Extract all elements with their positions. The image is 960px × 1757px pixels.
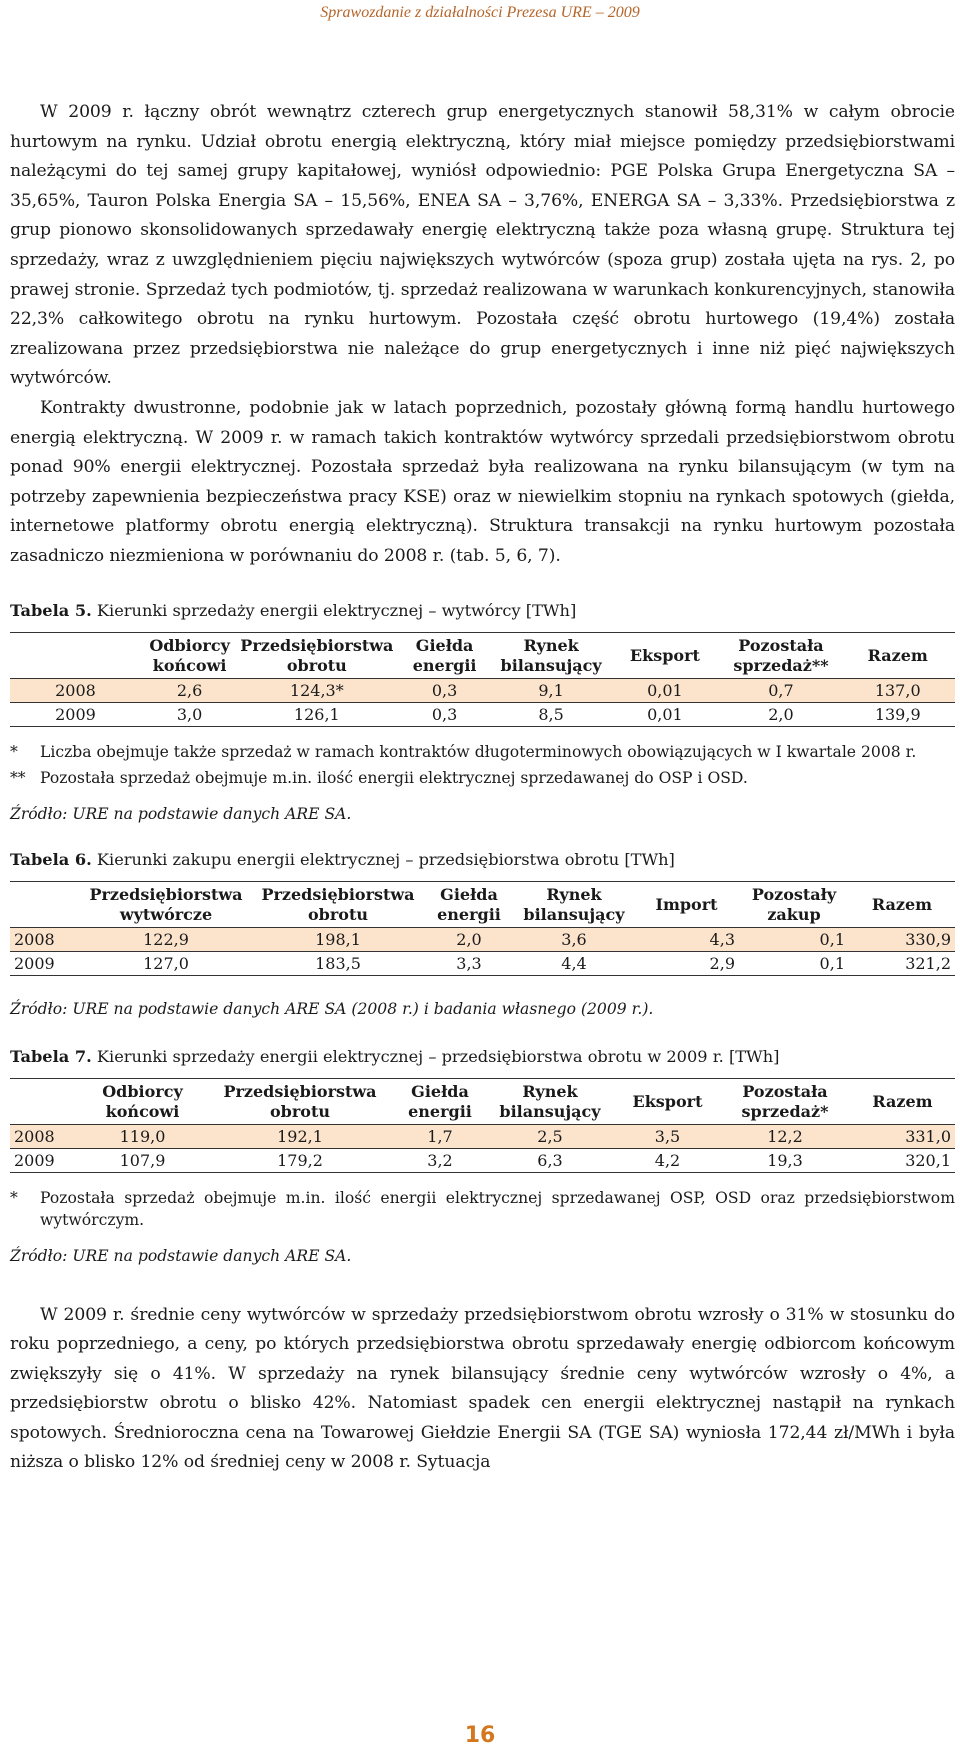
table5 bbox=[10, 632, 955, 727]
table7-header-cell bbox=[10, 1078, 80, 1124]
table-cell: 2008 bbox=[10, 927, 80, 951]
table-cell: 0,3 bbox=[431, 704, 458, 724]
intro-paragraph-1: W 2009 r. łączny obrót wewnątrz czterech grup energetycznych stanowił 58,31% w całym obrocie hurtowym na rynku. Udział obrotu energią elektryczną, który miał miejsce pomiędzy przedsiębiorstwami należącymi do tej samej grupy kapitałowej, wyniósł odpowiednio: PGE Polska Grupa Energetyczna SA – 35,65%, Tauron Polska Energia SA – 15,56%, ENEA SA – 3,76%, ENERGA SA – 3,33%. Przedsiębiorstwa z grup pionowo skonsolidowanych sprzedawały energię elektryczną także poza własną grupę. Struktura tej sprzedaży, wraz z uwzględnieniem pięciu największych wytwórców (spoza grup) została ujęta na rys. 2, po prawej stronie. Sprzedaż tych podmiotów, tj. sprzedaż realizowana w warunkach konkurencyjnych, stanowiła 22,3% całkowitego obrotu na rynku hurtowym. Pozostała część obrotu hurtowego (19,4%) została zrealizowana przez przedsiębiorstwa nie należące do grup energetycznych i inne niż pięć największych wytwórców. bbox=[10, 102, 955, 389]
table-cell: 12,2 bbox=[720, 1124, 850, 1148]
table-cell: 2,0 bbox=[768, 704, 794, 724]
table6-source: Źródło: URE na podstawie danych ARE SA (2008 r.) i badania własnego (2009 r.). bbox=[10, 999, 654, 1018]
table-row bbox=[10, 1124, 955, 1148]
table5-header-cell: Przedsiębiorstwa obrotu bbox=[240, 635, 394, 675]
footnote bbox=[10, 1187, 955, 1231]
table-cell: 2,0 bbox=[424, 927, 514, 951]
table6-header-cell: Giełda energii bbox=[437, 884, 501, 924]
table5-header-cell: Razem bbox=[867, 645, 928, 665]
table-cell: 119,0 bbox=[80, 1124, 205, 1148]
table-cell: 2,5 bbox=[485, 1124, 615, 1148]
table-cell: 331,0 bbox=[850, 1124, 955, 1148]
table7-caption bbox=[10, 1046, 955, 1068]
table-cell: 2009 bbox=[14, 1150, 55, 1170]
table-row bbox=[10, 678, 955, 702]
table-cell: 2009 bbox=[55, 704, 96, 724]
table5-header-cell: Odbiorcy końcowi bbox=[149, 635, 230, 675]
table-cell: 8,5 bbox=[538, 704, 564, 724]
table-cell: 2008 bbox=[10, 678, 141, 702]
table7-caption-text: Kierunki sprzedaży energii elektrycznej – przedsiębiorstwa obrotu w 2009 r. [TWh] bbox=[91, 1046, 780, 1066]
table5-notes bbox=[10, 741, 955, 789]
table-cell: 122,9 bbox=[80, 927, 252, 951]
table-row bbox=[10, 927, 955, 951]
table7-notes bbox=[10, 1187, 955, 1231]
table5-header-cell bbox=[10, 632, 141, 678]
table6-caption-text: Kierunki zakupu energii elektrycznej – przedsiębiorstwa obrotu [TWh] bbox=[91, 849, 675, 869]
table-cell: 183,5 bbox=[315, 953, 361, 973]
table6-header-cell: Przedsiębiorstwa wytwórcze bbox=[89, 884, 243, 924]
table-cell: 3,0 bbox=[176, 704, 203, 724]
table7-header-cell: Eksport bbox=[632, 1091, 703, 1111]
table-cell: 192,1 bbox=[205, 1124, 395, 1148]
table7-header-cell: Przedsiębiorstwa obrotu bbox=[223, 1081, 377, 1121]
table-cell: 2,9 bbox=[709, 953, 735, 973]
table6-header-cell bbox=[10, 881, 80, 927]
table6-header-row bbox=[10, 881, 955, 927]
table-cell: 1,7 bbox=[395, 1124, 485, 1148]
table-cell: 4,2 bbox=[654, 1150, 681, 1170]
table-row bbox=[10, 1148, 955, 1172]
table5-header-row bbox=[10, 632, 955, 678]
table-cell: 127,0 bbox=[143, 953, 189, 973]
running-header: Sprawozdanie z działalności Prezesa URE – 2009 bbox=[320, 4, 640, 21]
table-cell: 0,01 bbox=[647, 704, 683, 724]
table-cell: 9,1 bbox=[494, 678, 609, 702]
table6-header-cell: Import bbox=[655, 894, 718, 914]
page-number: 16 bbox=[464, 1723, 496, 1748]
table5-header-cell: Pozostała sprzedaż** bbox=[733, 635, 829, 675]
table5-header-cell: Rynek bilansujący bbox=[500, 635, 602, 675]
table7-header-row bbox=[10, 1078, 955, 1124]
table-cell: 321,2 bbox=[905, 953, 951, 973]
footnote bbox=[10, 767, 955, 789]
table-cell: 330,9 bbox=[849, 927, 955, 951]
table-cell: 124,3* bbox=[238, 678, 395, 702]
table7 bbox=[10, 1078, 955, 1173]
table7-header-cell: Giełda energii bbox=[408, 1081, 472, 1121]
table7-header-cell: Pozostała sprzedaż* bbox=[741, 1081, 829, 1121]
table-row bbox=[10, 951, 955, 975]
table-cell: 107,9 bbox=[119, 1150, 166, 1170]
table-cell: 126,1 bbox=[293, 704, 340, 724]
table-cell: 179,2 bbox=[277, 1150, 323, 1170]
footnote-text: Pozostała sprzedaż obejmuje m.in. ilość energii elektrycznej sprzedawanej do OSP i OSD. bbox=[40, 768, 748, 787]
table-cell: 2009 bbox=[14, 953, 55, 973]
table-cell: 2,6 bbox=[141, 678, 238, 702]
table-cell: 2008 bbox=[10, 1124, 80, 1148]
table5-source: Źródło: URE na podstawie danych ARE SA. bbox=[10, 804, 352, 823]
table7-section bbox=[10, 1046, 955, 1267]
table-cell: 139,9 bbox=[874, 704, 921, 724]
table-cell: 3,6 bbox=[514, 927, 634, 951]
table5-header-cell: Giełda energii bbox=[412, 635, 477, 675]
table-cell: 4,3 bbox=[634, 927, 739, 951]
closing-paragraph: W 2009 r. średnie ceny wytwórców w sprzedaży przedsiębiorstwom obrotu wzrosły o 31% w stosunku do roku poprzedniego, a ceny, po których przedsiębiorstwa obrotu sprzedawały energię odbiorcom końcowym zwiększyły się o 41%. W sprzedaży na rynek bilansujący średnie ceny wytwórców wzrosły o 4%, a przedsiębiorstw obrotu o blisko 42%. Natomiast spadek cen energii elektrycznej nastąpił na rynkach spotowych. Średnioroczna cena na Towarowej Giełdzie Energii SA (TGE SA) wyniosła 172,44 zł/MWh i była niższa o blisko 12% od średniej ceny w 2008 r. Sytuacja bbox=[10, 1304, 955, 1473]
table7-label: Tabela 7. bbox=[10, 1046, 92, 1066]
table-cell: 3,5 bbox=[615, 1124, 720, 1148]
table-cell: 3,3 bbox=[456, 953, 482, 973]
table7-header-cell: Rynek bilansujący bbox=[499, 1081, 601, 1121]
footnote-mark: * bbox=[10, 742, 18, 761]
table-cell: 0,7 bbox=[721, 678, 840, 702]
table-cell: 0,1 bbox=[739, 927, 849, 951]
table7-header-cell: Odbiorcy końcowi bbox=[102, 1081, 183, 1121]
table-cell: 0,3 bbox=[395, 678, 493, 702]
footnote-mark: ** bbox=[10, 768, 26, 787]
table6-header-cell: Razem bbox=[871, 894, 933, 914]
table7-header-cell: Razem bbox=[872, 1091, 933, 1111]
table-cell: 0,1 bbox=[819, 953, 845, 973]
footnote-mark: * bbox=[10, 1188, 18, 1207]
table-cell: 3,2 bbox=[427, 1150, 453, 1170]
table6-header-cell: Rynek bilansujący bbox=[523, 884, 625, 924]
table6-header-cell: Pozostały zakup bbox=[751, 884, 837, 924]
table-cell: 4,4 bbox=[561, 953, 587, 973]
table6-section bbox=[10, 849, 955, 1020]
table-cell: 6,3 bbox=[537, 1150, 563, 1170]
table7-source: Źródło: URE na podstawie danych ARE SA. bbox=[10, 1246, 352, 1265]
table6-header-cell: Przedsiębiorstwa obrotu bbox=[261, 884, 415, 924]
table-cell: 198,1 bbox=[252, 927, 424, 951]
footnote-text: Pozostała sprzedaż obejmuje m.in. ilość energii elektrycznej sprzedawanej OSP, OSD oraz przedsiębiorstwom wytwórczym. bbox=[40, 1188, 955, 1229]
table-cell: 137,0 bbox=[840, 678, 955, 702]
table6 bbox=[10, 881, 955, 976]
table5-label: Tabela 5. bbox=[10, 600, 92, 620]
table-cell: 0,01 bbox=[608, 678, 721, 702]
table5-section bbox=[10, 600, 955, 825]
table-row bbox=[10, 702, 955, 726]
footnote-text: Liczba obejmuje także sprzedaż w ramach kontraktów długoterminowych obowiązujących w I kwartale 2008 r. bbox=[40, 742, 917, 761]
table5-header-cell: Eksport bbox=[629, 645, 700, 665]
page-content bbox=[10, 98, 955, 1478]
table6-label: Tabela 6. bbox=[10, 849, 92, 869]
intro-paragraph-2: Kontrakty dwustronne, podobnie jak w latach poprzednich, pozostały główną formą handlu hurtowego energią elektryczną. W 2009 r. w ramach takich kontraktów wytwórcy sprzedali przedsiębiorstwom obrotu ponad 90% energii elektrycznej. Pozostała sprzedaż była realizowana na rynku bilansującym (w tym na potrzeby zapewnienia bezpieczeństwa pracy KSE) oraz w niewielkim stopniu na rynkach spotowych (giełda, internetowe platformy obrotu energią elektryczną). Struktura transakcji na rynku hurtowym pozostała zasadniczo niezmieniona w porównaniu do 2008 r. (tab. 5, 6, 7). bbox=[10, 397, 955, 566]
table-cell: 320,1 bbox=[905, 1150, 951, 1170]
table-cell: 19,3 bbox=[767, 1150, 803, 1170]
footnote bbox=[10, 741, 955, 763]
table6-caption bbox=[10, 849, 955, 871]
table5-caption-text: Kierunki sprzedaży energii elektrycznej – wytwórcy [TWh] bbox=[91, 600, 577, 620]
table5-caption bbox=[10, 600, 955, 622]
